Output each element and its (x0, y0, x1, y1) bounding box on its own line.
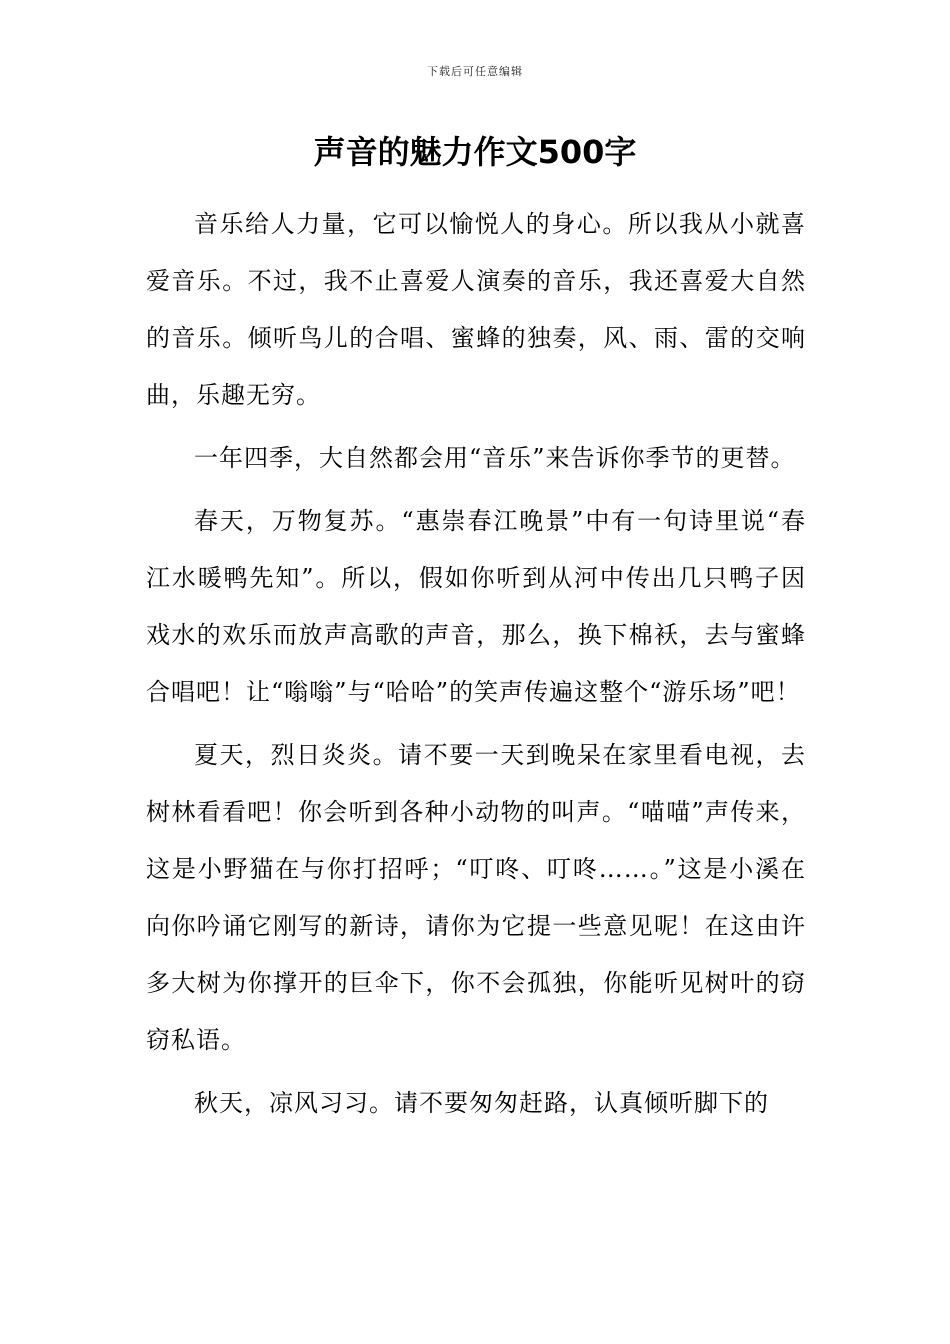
paragraph: 一年四季，大自然都会用“音乐”来告诉你季节的更替。 (194, 444, 796, 472)
document-title: 声音的魅力作文500字 (313, 133, 637, 171)
document-body (146, 196, 806, 1138)
paragraph: 夏天，烈日炎炎。请不要一天到晚呆在家里看电视，去树林看看吧！你会听到各种小动物的叫声。“喵喵”声传来，这是小野猫在与你打招呼；“叮咚、叮咚……。”这是小溪在向你吟诵它刚写的新诗，请你为它提一些意见呢！在这由许多大树为你撑开的巨伞下，你不会孤独，你能听见树叶的窃窃私语。 (146, 741, 806, 1054)
paragraph: 秋天，凉风习习。请不要匆匆赶路，认真倾听脚下的 (194, 1089, 769, 1117)
page-header: 下载后可任意编辑 (427, 65, 523, 78)
paragraph: 音乐给人力量，它可以愉悦人的身心。所以我从小就喜爱音乐。不过，我不止喜爱人演奏的音乐，我还喜爱大自然的音乐。倾听鸟儿的合唱、蜜蜂的独奏，风、雨、雷的交响曲，乐趣无穷。 (146, 210, 806, 409)
paragraph: 春天，万物复苏。“惠崇春江晚景”中有一句诗里说“春江水暖鸭先知”。所以，假如你听到从河中传出几只鸭子因戏水的欢乐而放声高歌的声音，那么，换下棉袄，去与蜜蜂合唱吧！让“嗡嗡”与“哈哈”的笑声传遍这整个“游乐场”吧！ (146, 507, 806, 706)
